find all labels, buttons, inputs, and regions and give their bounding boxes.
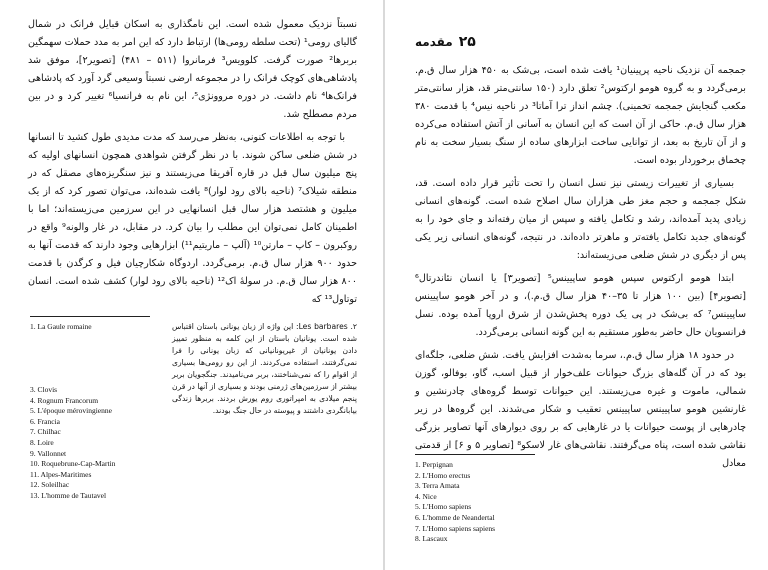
footnote-item: 12. Soleilhac [30, 480, 70, 490]
left-paragraph-1: نسبتاً نزدیک معمول شده است. این نامگذاری به اسکان قبایل فرانک در شمال گالیای رومی¹ (تحت سلطه رومی‌ها) ارتباط دارد که این امر به مدد حملات سهمگین بربرها² صورت گرفت. کلوویس³ فرمانروا (۵۱۱ – ۴۸۱) [تصویر۲]، موفق شد پادشاهی‌های کوچک فرانک را در مجموعه ارضی نسبتاً وسیعی گرد آورد که پادشاهی فرانک‌ها⁴ نام داشت. در دوره مروونژی⁵، این نام به فرانسیا⁶ تغییر کرد و در بین مردم مصطلح شد. [28, 19, 358, 120]
right-paragraph-4: در حدود ۱۸ هزار سال ق.م.، سرما به‌شدت افزایش یافت. شش ضلعی، جلگه‌ای بود که در آن گله‌های بزرگ حیوانات علف‌خوار از قبیل اسب، گاو، بوفالو، گوزن شمالی، ماموت و غیره می‌زیستند. این حیوانات توسط گروه‌های چادرنشین و غارنشین هومو ساپیینس ساپیینس تعقیب و شکار می‌شدند. این گروه‌ها در زیر چادرهایی از پوست حیوانات یا در غارهایی که بر روی دیوارهای آنها تصاویر بزرگی نقاشی شده است، پناه می‌گرفتند. نقاشی‌های غار لاسکو⁸ [تصاویر ۵ و ۶] از قدمتی معادل [415, 350, 747, 469]
footnote-item: 8. Loire [30, 437, 54, 447]
translator-note: ۲. Les barbares: این واژه از زبان یونانی باستان اقتباس شده است. یونانیان باستان از این کلمه به منظور تمییز دادن یونانیان از غیریونانیانی که زبان یونانی را فرا نمی‌گرفتند، استفاده می‌کردند. از این رو رومی‌ها بسیاری از اقوام را که نمی‌شناختند، بربر می‌نامیدند. جنگجویان بربر بیشتر از سرزمین‌های ژرمنی بودند و بسیاری از آنها در قرن پنجم میلادی به امپراتوری روم یورش بردند. بربرها زندگی بیابانگردی داشتند و پیوسته در حال جنگ بودند. [172, 322, 358, 415]
right-paragraph-3: ابتدا هومو ارکتوس سپس هومو ساپیینس⁵ [تصویر۳] یا انسان نئاندرتال⁶ [تصویر۴] (بین ۱۰۰ هزار تا ۳۵–۴۰ هزار سال ق.م.)، و در آخر هومو ساپیینس ساپیینس⁷ که بی‌شک در پی یک دوره پخش‌شدن از شرق اروپا آمده بوده. نسل فرانسویان حال حاضر به‌طور مستقیم به این گونه انسانی برمی‌گردد. [415, 273, 746, 338]
footnote-item: 7. Chilhac [30, 427, 61, 437]
footnote-item: 1. La Gaule romaine [30, 322, 92, 331]
footnote-item: 11. Alpes-Maritimes [30, 469, 92, 479]
right-page [385, 0, 768, 570]
left-footnote-list-1 [30, 322, 92, 333]
footnote-item: 2. L'Homo erectus [415, 470, 471, 480]
left-page [0, 0, 383, 570]
page-number: ۲۵ [458, 34, 476, 50]
footnote-item: 9. Vallonnet [30, 448, 67, 458]
right-paragraph-2: بسیاری از تغییرات زیستی نیز نسل انسان را تحت تأثیر قرار داده است. قد، شکل جمجمه و حجم مغز طی هزاران سال اصلاح شده است. گونه‌های انسانی زیادی پدید آمده‌اند، رشد و تکامل یافته و سپس از میان رفته‌اند و جای خود را به گونه‌های جدید تکامل یافته‌تر و ماهرتر داده‌اند. در نتیجه، گونه‌های انسانی زیر یکی پس از دیگری در شش ضلعی می‌زیسته‌اند: [415, 178, 746, 261]
footnote-item: 7. L'Homo sapiens sapiens [415, 523, 496, 533]
footnote-item: 6. L'homme de Neandertal [415, 512, 495, 522]
right-footnote-list [415, 460, 495, 545]
left-footnote-rule [30, 316, 150, 317]
footnote-item: 3. Clovis [30, 385, 58, 394]
running-header [415, 34, 476, 50]
footnote-item: 4. Rognum Francorum [30, 395, 99, 405]
left-body-text [28, 16, 357, 314]
footnote-item: 6. Francia [30, 416, 60, 426]
footnote-item: 5. L'Homo sapiens [415, 502, 472, 512]
footnote-item: 5. L'époque mérovingienne [30, 406, 112, 416]
right-footnote-rule [415, 454, 535, 455]
left-footnote-list-2 [30, 385, 115, 502]
header-title: مقدمه [415, 35, 453, 49]
footnote-item: 3. Terra Amata [415, 481, 460, 491]
footnote-item: 13. L'homme de Tautavel [30, 490, 107, 500]
footnote-item: 8. Lascaux [415, 534, 448, 544]
footnote-item: 4. Nice [415, 491, 437, 501]
left-paragraph-2: با توجه به اطلاعات کنونی، به‌نظر می‌رسد که مدت مدیدی طول کشید تا انسانها در شش ضلعی ساکن شوند. با در نظر گرفتن شواهدی همچون انسانهای اولیه که پنج میلیون سال قبل در قاره آفریقا می‌زیستند و نیز سنگریزه‌های مصقل که در منطقه شیلاک⁷ (ناحیه بالای رود لوار)⁸ یافت شده‌اند، می‌توان تصور کرد که از یک میلیون و هشتصد هزار سال قبل انسانهایی در این سرزمین می‌زیسته‌اند؛ اما با اطمینان کامل نمی‌توان این مطلب را بیان کرد. در مقابل، در غار والونه⁹ واقع در روکبرون – کاپ – مارتن¹⁰ (آلپ – ماریتیم¹¹) ابزارهایی وجود دارند که قدمت آنها به حدود ۹۰۰ هزار سال ق.م. برمی‌گردد. اردوگاه شکارچیان فیل و کرگدن با قدمت ۸۰۰ هزار سال ق.م. در سولهٔ اک¹² (ناحیه بالای رود لوار) کشف شده است. انسان توتاول¹³ که [28, 132, 358, 305]
footnote-item: 10. Roquebrune-Cap-Martin [30, 459, 116, 469]
footnote-item: 1. Perpignan [415, 460, 453, 469]
right-paragraph-1: جمجمه آن نزدیک ناحیه پرپینیان¹ یافت شده است، بی‌شک به ۴۵۰ هزار سال ق.م. برمی‌گردد و به گروه هومو ارکتوس² تعلق دارد (۱۵۰ سانتی‌متر قد، هزار سانتی‌متر مکعب گنجایش جمجمه تخمینی). چشم انداز ترا آماتا³ در ناحیه نیس⁴ با قدمت ۳۸۰ هزار سال ق.م. حاکی از آن است که این انسان به آسانی از آتش استفاده می‌کرده و از آن تاریخ به بعد، از توانایی ساخت ابزارهای ساده از سنگ بسیار سخت به نام چخماق برخوردار بوده است. [415, 65, 746, 166]
right-body-text [415, 62, 746, 478]
